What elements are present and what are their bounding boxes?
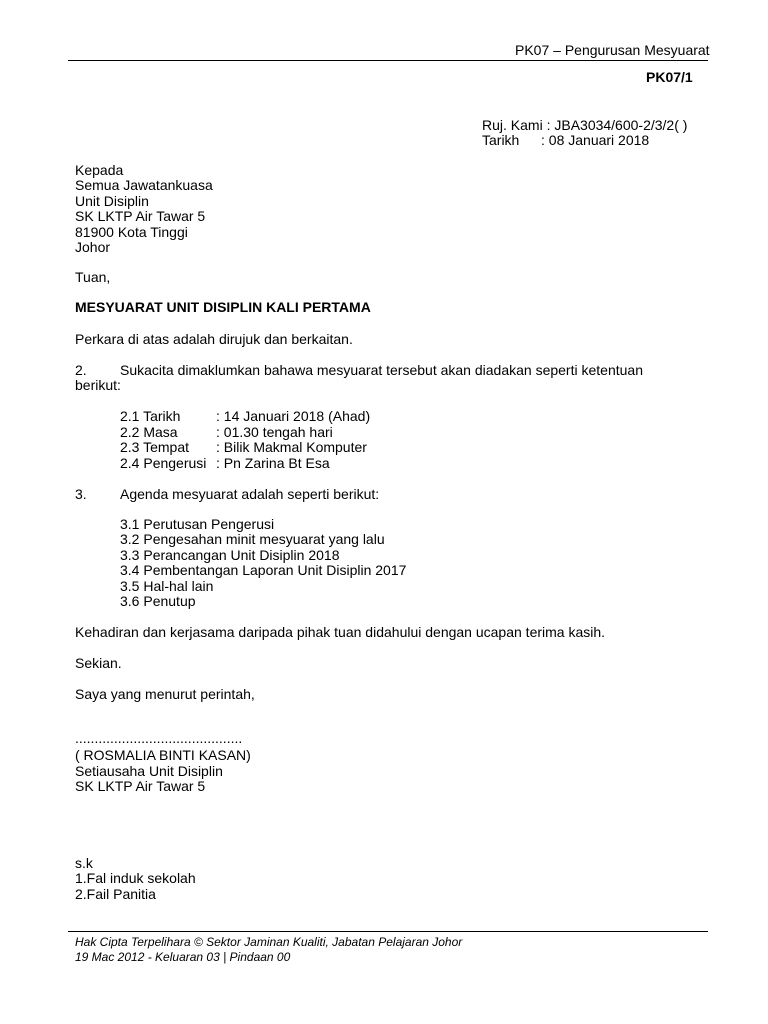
date-value: : 08 Januari 2018: [541, 132, 650, 148]
detail-row: [120, 424, 333, 440]
recipient-line: Kepada: [75, 162, 124, 178]
recipient-line: Semua Jawatankuasa: [75, 177, 213, 193]
sk-item: 2.Fail Panitia: [75, 886, 156, 902]
reference-number: Ruj. Kami : JBA3034/600-2/3/2( ): [482, 117, 688, 133]
recipient-line: SK LKTP Air Tawar 5: [75, 208, 206, 224]
sk-item: 1.Fal induk sekolah: [75, 870, 196, 886]
detail-label: 2.4 Pengerusi: [120, 455, 207, 471]
date-label: Tarikh: [482, 132, 520, 148]
paragraph-1: Perkara di atas adalah dirujuk dan berkaitan.: [75, 331, 353, 347]
closing-thanks: Kehadiran dan kerjasama daripada pihak tuan didahului dengan ucapan terima kasih.: [75, 624, 606, 640]
agenda-item: 3.4 Pembentangan Laporan Unit Disiplin 2017: [120, 562, 407, 578]
closing-perintah: Saya yang menurut perintah,: [75, 686, 255, 702]
paragraph-3-number: 3.: [75, 486, 87, 502]
detail-label: 2.1 Tarikh: [120, 408, 181, 424]
header-rule: [68, 60, 708, 61]
detail-row: [120, 455, 330, 471]
salutation: Tuan,: [75, 269, 111, 285]
detail-value: : Pn Zarina Bt Esa: [216, 455, 330, 471]
closing-sekian: Sekian.: [75, 655, 122, 671]
paragraph-2-continuation: berikut:: [75, 377, 121, 393]
recipient-line: Johor: [75, 239, 111, 255]
detail-value: : 14 Januari 2018 (Ahad): [216, 408, 371, 424]
paragraph-2-text: Sukacita dimaklumkan bahawa mesyuarat tersebut akan diadakan seperti ketentuan: [120, 362, 643, 378]
agenda-item: 3.2 Pengesahan minit mesyuarat yang lalu: [120, 531, 385, 547]
agenda-item: 3.6 Penutup: [120, 593, 196, 609]
signatory-school: SK LKTP Air Tawar 5: [75, 778, 206, 794]
detail-value: : Bilik Makmal Komputer: [216, 439, 367, 455]
detail-value: : 01.30 tengah hari: [216, 424, 333, 440]
footer-copyright: Hak Cipta Terpelihara © Sektor Jaminan Kualiti, Jabatan Pelajaran Johor: [75, 935, 463, 949]
footer-version: 19 Mac 2012 - Keluaran 03 | Pindaan 00: [75, 950, 291, 964]
agenda-item: 3.5 Hal-hal lain: [120, 578, 214, 594]
header-title: PK07 – Pengurusan Mesyuarat: [515, 42, 710, 58]
recipient-line: Unit Disiplin: [75, 193, 149, 209]
paragraph-3-text: Agenda mesyuarat adalah seperti berikut:: [120, 486, 380, 502]
detail-row: [120, 408, 370, 424]
reference-date: [482, 132, 649, 148]
detail-row: [120, 439, 367, 455]
signatory-title: Setiausaha Unit Disiplin: [75, 763, 223, 779]
subject-heading: MESYUARAT UNIT DISIPLIN KALI PERTAMA: [75, 299, 371, 315]
footer-rule: [68, 931, 708, 932]
agenda-item: 3.3 Perancangan Unit Disiplin 2018: [120, 547, 340, 563]
detail-label: 2.3 Tempat: [120, 439, 190, 455]
signatory-name: ( ROSMALIA BINTI KASAN): [75, 747, 251, 763]
paragraph-2-number: 2.: [75, 362, 87, 378]
detail-label: 2.2 Masa: [120, 424, 178, 440]
recipient-line: 81900 Kota Tinggi: [75, 224, 188, 240]
form-code: PK07/1: [646, 69, 693, 85]
sk-label: s.k: [75, 855, 93, 871]
agenda-item: 3.1 Perutusan Pengerusi: [120, 516, 275, 532]
signature-line: ...........................................: [75, 730, 243, 746]
